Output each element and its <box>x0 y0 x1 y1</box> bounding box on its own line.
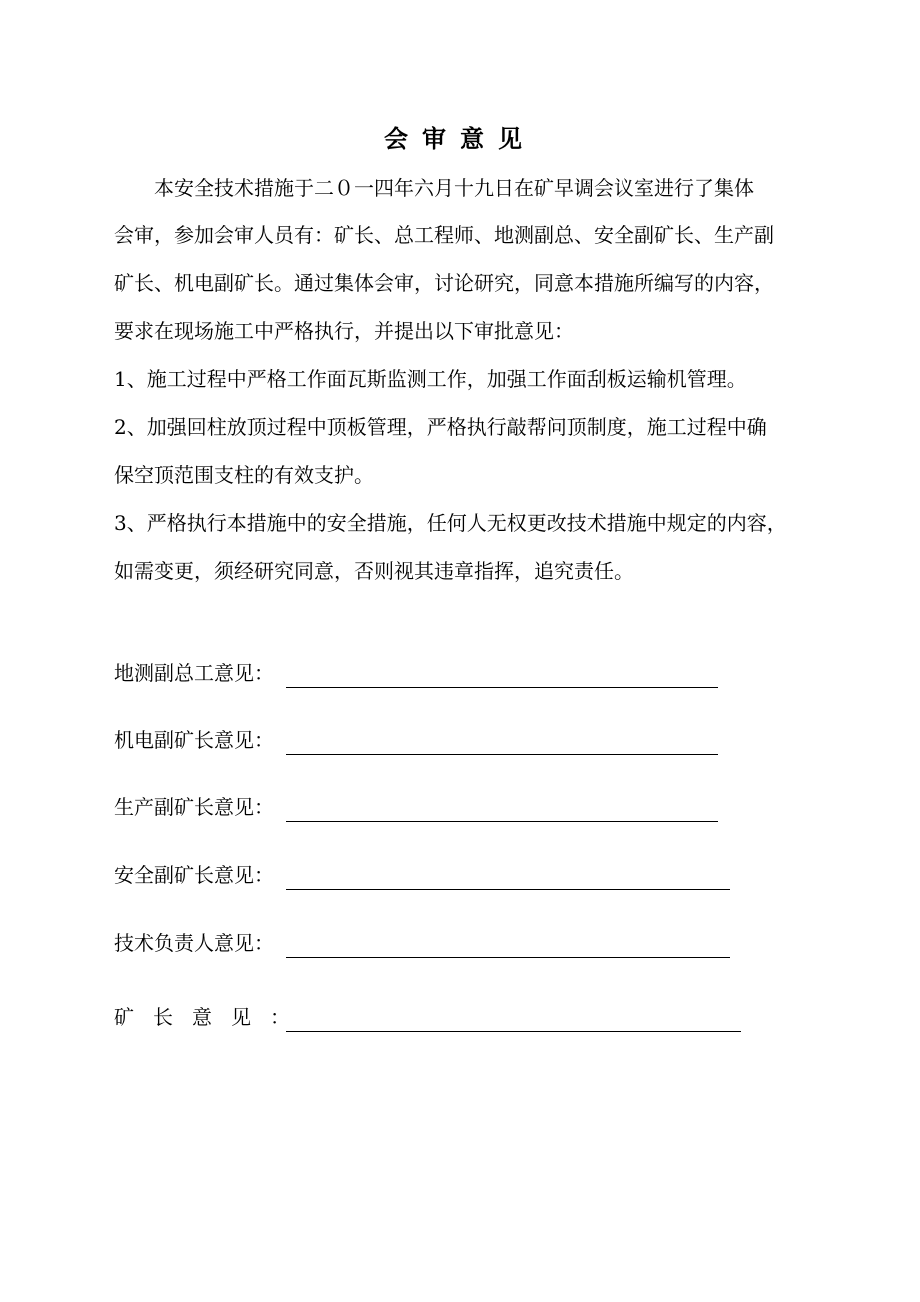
signature-blank[interactable] <box>286 657 718 688</box>
body-line: 矿长、机电副矿长。通过集体会审，讨论研究，同意本措施所编写的内容， <box>114 271 774 295</box>
signature-label: 地测副总工意见： <box>114 661 274 685</box>
signature-label: 技术负责人意见： <box>114 931 274 955</box>
signature-blank[interactable] <box>286 927 730 958</box>
signature-mine-director <box>114 998 741 1032</box>
body-line: 会审，参加会审人员有：矿长、总工程师、地测副总、安全副矿长、生产副 <box>114 223 774 247</box>
signature-label: 生产副矿长意见： <box>114 795 274 819</box>
opinion-item-3: 3、严格执行本措施中的安全措施，任何人无权更改技术措施中规定的内容， <box>114 511 787 535</box>
opinion-item-1: 1、施工过程中严格工作面瓦斯监测工作，加强工作面刮板运输机管理。 <box>114 367 747 391</box>
body-line: 要求在现场施工中严格执行，并提出以下审批意见： <box>114 319 574 343</box>
opinion-item-2: 2、加强回柱放顶过程中顶板管理，严格执行敲帮问顶制度，施工过程中确 <box>114 415 767 439</box>
opinion-item-3-cont: 如需变更，须经研究同意，否则视其违章指挥，追究责任。 <box>114 559 634 583</box>
signature-production-deputy <box>114 788 718 822</box>
document-title: 会审意见 <box>384 124 536 153</box>
body-line: 本安全技术措施于二０一四年六月十九日在矿早调会议室进行了集体 <box>114 176 754 200</box>
signature-label: 安全副矿长意见： <box>114 863 274 887</box>
signature-blank[interactable] <box>286 724 718 755</box>
signature-blank[interactable] <box>286 859 730 890</box>
signature-safety-deputy <box>114 856 730 890</box>
signature-blank[interactable] <box>286 791 718 822</box>
signature-geology-deputy <box>114 654 718 688</box>
signature-blank[interactable] <box>286 1001 741 1032</box>
signature-label: 矿长意见： <box>114 1005 309 1029</box>
signature-technical-lead <box>114 924 730 958</box>
opinion-item-2-cont: 保空顶范围支柱的有效支护。 <box>114 463 374 487</box>
signature-electromech-deputy <box>114 721 718 755</box>
signature-label: 机电副矿长意见： <box>114 728 274 752</box>
